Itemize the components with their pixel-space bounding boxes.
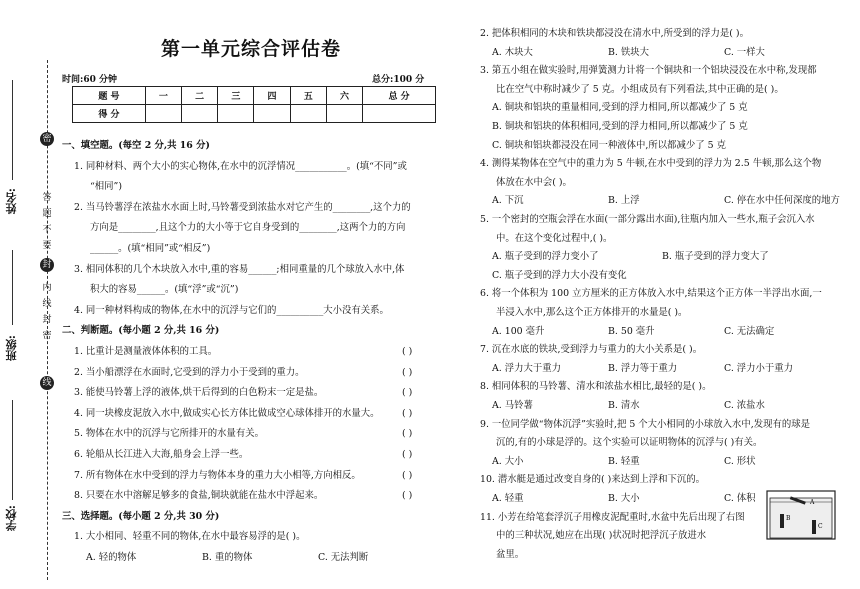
option-b: B. 清水 bbox=[608, 400, 640, 411]
figure-label-b: B bbox=[786, 515, 791, 522]
figure-label-a: A bbox=[810, 499, 815, 506]
line-text: 3. 能使马铃薯上浮的液体,烘干后得到的白色粉末一定是盐。 bbox=[74, 387, 324, 399]
line-text: A. 马铃薯 bbox=[492, 400, 533, 411]
line-text: 积大的容易______。(填“浮”或“沉”) bbox=[90, 284, 239, 296]
question-line bbox=[74, 161, 407, 173]
question-line bbox=[492, 121, 748, 133]
question-line bbox=[480, 214, 815, 226]
line-text: 方向是________,且这个力的大小等于它自身受到的________,这两个力的方向 bbox=[90, 222, 406, 234]
option-b: B. 铁块大 bbox=[608, 46, 649, 58]
line-text: A. 轻重 bbox=[492, 493, 524, 504]
line-text: 7. 所有物体在水中受到的浮力与物体本身的重力大小相等,方向相反。 bbox=[74, 469, 361, 481]
total-score: 总分:100 分 bbox=[372, 75, 425, 85]
question-line bbox=[496, 233, 612, 245]
line-text: 3. 相同体积的几个木块放入水中,重的容易______;相同重量的几个球放入水中,体 bbox=[74, 263, 405, 275]
question-line bbox=[74, 387, 323, 399]
line-text: A. 轻的物体 bbox=[86, 552, 137, 563]
section-heading bbox=[62, 511, 219, 523]
question-line bbox=[90, 284, 238, 296]
question-line bbox=[492, 400, 533, 412]
question-line bbox=[90, 243, 210, 255]
score-input-cell[interactable] bbox=[290, 105, 326, 123]
line-text: B. 铜块和铝块的体积相同,受到的浮力相同,所以都减少了 5 克 bbox=[492, 121, 748, 132]
line-text: A. 100 毫升 bbox=[492, 325, 545, 337]
score-input-cell[interactable] bbox=[254, 105, 290, 123]
section-heading bbox=[62, 325, 219, 337]
score-cell: 三 bbox=[218, 87, 254, 105]
score-input-cell[interactable] bbox=[145, 105, 181, 123]
class-line bbox=[12, 250, 13, 325]
question-line bbox=[492, 47, 533, 59]
line-text: 体放在水中会( )。 bbox=[496, 176, 572, 188]
warn-2: 题 bbox=[42, 209, 52, 219]
question-line bbox=[86, 552, 136, 564]
question-line bbox=[496, 177, 572, 189]
answer-parenthesis[interactable]: ( ) bbox=[402, 366, 413, 378]
line-text: 2. 当小船漂浮在水面时,它受到的浮力小于受到的重力。 bbox=[74, 366, 305, 378]
question-line bbox=[492, 140, 726, 152]
question-line bbox=[74, 470, 361, 482]
line-text: 4. 同一种材料构成的物体,在水中的沉浮与它们的__________大小没有关系。 bbox=[74, 304, 389, 316]
option-c: C. 无法判断 bbox=[318, 552, 369, 563]
question-line bbox=[74, 367, 305, 379]
option-b2: B. 瓶子受到的浮力变大了 bbox=[662, 251, 769, 263]
line-text: 4. 同一块橡皮泥放入水中,做成实心长方体比做成空心球体排开的水量大。 bbox=[74, 407, 380, 419]
warn-8: 密 bbox=[42, 331, 52, 341]
question-line bbox=[480, 28, 749, 40]
score-cell: 一 bbox=[145, 87, 181, 105]
score-input-cell[interactable] bbox=[218, 105, 254, 123]
option-b: B. 重的物体 bbox=[202, 552, 253, 563]
question-line bbox=[492, 363, 561, 375]
option-b: B. 轻重 bbox=[608, 455, 640, 467]
question-line bbox=[492, 493, 523, 505]
answer-parenthesis[interactable]: ( ) bbox=[402, 490, 413, 502]
line-text: 11. 小芳在给笔套浮沉子用橡皮泥配重时,水盆中先后出现了右图 bbox=[480, 511, 745, 523]
warn-3: 不 bbox=[42, 225, 52, 235]
question-line bbox=[480, 512, 745, 524]
line-text: 2. 把体积相同的木块和铁块都浸没在清水中,所受到的浮力是( )。 bbox=[480, 28, 749, 39]
diver-b bbox=[780, 514, 784, 528]
float-diver-figure bbox=[766, 490, 836, 540]
line-text: 8. 只要在水中溶解足够多的食盐,铜块就能在盐水中浮起来。 bbox=[74, 490, 324, 502]
warn-1: 答 bbox=[42, 193, 52, 203]
warn-7: 封 bbox=[42, 315, 52, 325]
line-text: 一、填空题。(每空 2 分,共 16 分) bbox=[62, 140, 210, 151]
score-cell: 四 bbox=[254, 87, 290, 105]
option-b: B. 大小 bbox=[608, 493, 640, 504]
question-line bbox=[492, 195, 523, 207]
water-basin bbox=[770, 498, 832, 538]
line-text: 二、判断题。(每小题 2 分,共 16 分) bbox=[62, 325, 220, 337]
option-c: C. 形状 bbox=[724, 455, 756, 467]
line-text: 1. 比重计是测量液体体积的工具。 bbox=[74, 346, 218, 357]
question-line bbox=[492, 326, 544, 338]
line-text: 沉的,有的小球是浮的。这个实验可以证明物体的沉浮与( )有关。 bbox=[496, 437, 763, 449]
question-line bbox=[492, 102, 748, 114]
question-line bbox=[480, 474, 705, 486]
line-text: A. 瓶子受到的浮力变小了 bbox=[492, 251, 599, 263]
line-text: 中。在这个变化过程中,( )。 bbox=[496, 232, 613, 244]
line-text: 5. 物体在水中的沉浮与它所排开的水量有关。 bbox=[74, 428, 265, 440]
question-line bbox=[74, 449, 248, 461]
binding-margin bbox=[0, 0, 62, 589]
question-line bbox=[496, 437, 762, 449]
answer-parenthesis[interactable]: ( ) bbox=[402, 387, 413, 399]
line-text: 3. 第五小组在做实验时,用弹簧测力计将一个铜块和一个铝块浸没在水中称,发现都 bbox=[480, 65, 817, 77]
seal-mark-mid: 封 bbox=[40, 258, 54, 272]
answer-parenthesis[interactable]: ( ) bbox=[402, 407, 413, 419]
option-c: C. 无法确定 bbox=[724, 325, 775, 337]
warn-6: 线 bbox=[42, 299, 52, 309]
score-input-cell[interactable] bbox=[326, 105, 362, 123]
line-text: A. 大小 bbox=[492, 455, 524, 467]
score-cell: 总 分 bbox=[363, 87, 436, 105]
question-line bbox=[74, 202, 411, 214]
option-c: C. 体积 bbox=[724, 493, 756, 504]
question-line bbox=[492, 456, 523, 468]
question-line bbox=[496, 549, 524, 561]
seal-mark-bottom: 线 bbox=[40, 376, 54, 390]
line-text: A. 浮力大于重力 bbox=[492, 362, 561, 374]
answer-parenthesis[interactable]: ( ) bbox=[402, 428, 413, 440]
time-limit: 时间:60 分钟 bbox=[62, 75, 117, 85]
diver-c bbox=[812, 520, 816, 534]
line-text: 三、选择题。(每小题 2 分,共 30 分) bbox=[62, 510, 220, 522]
question-line bbox=[480, 419, 810, 431]
score-cell: 六 bbox=[326, 87, 362, 105]
warn-4: 要 bbox=[42, 241, 52, 251]
line-text: 5. 一个密封的空瓶会浮在水面(一部分露出水面),往瓶内加入一些水,瓶子会沉入水 bbox=[480, 214, 815, 225]
question-line bbox=[496, 307, 687, 319]
line-text: 9. 一位同学做“物体沉浮”实验时,把 5 个大小相同的小球放入水中,发现有的球是 bbox=[480, 418, 811, 430]
name-label: 姓名: bbox=[5, 188, 18, 215]
line-text: 6. 将一个体积为 100 立方厘米的正方体放入水中,结果这个正方体一半浮出水面,一 bbox=[480, 288, 822, 300]
question-line bbox=[90, 181, 122, 193]
section-heading bbox=[62, 140, 210, 152]
question-line bbox=[480, 344, 702, 356]
option-b: B. 上浮 bbox=[608, 195, 640, 207]
question-line bbox=[74, 346, 217, 358]
figure-label-c: C bbox=[818, 523, 823, 530]
line-text: 7. 沉在水底的铁块,受到浮力与重力的大小关系是( )。 bbox=[480, 344, 703, 356]
line-text: 半浸入水中,那么这个正方体排开的水量是( )。 bbox=[496, 307, 688, 318]
line-text: 盆里。 bbox=[496, 548, 525, 560]
class-label: 班级: bbox=[5, 335, 18, 362]
question-line bbox=[480, 288, 822, 300]
option-c: C. 停在水中任何深度的地方 bbox=[724, 195, 840, 207]
score-input-cell[interactable] bbox=[182, 105, 218, 123]
line-text: ______。(填“相同”或“相反”) bbox=[90, 243, 211, 254]
question-line bbox=[480, 381, 711, 393]
line-text: 8. 相同体积的马铃薯、清水和浓盐水相比,最轻的是( )。 bbox=[480, 381, 712, 393]
score-cell: 五 bbox=[290, 87, 326, 105]
line-text: 2. 当马铃薯浮在浓盐水水面上时,马铃薯受到浓盐水对它产生的________,这个力的 bbox=[74, 201, 411, 213]
line-text: A. 下沉 bbox=[492, 195, 524, 207]
line-text: 10. 潜水艇是通过改变自身的( )来达到上浮和下沉的。 bbox=[480, 474, 706, 486]
question-line bbox=[90, 222, 405, 234]
question-line bbox=[492, 251, 598, 263]
question-line bbox=[480, 158, 821, 170]
line-text: 中的三种状况,她应在出现( )状况时把浮沉子放进水 bbox=[496, 530, 707, 542]
question-line bbox=[496, 84, 784, 96]
line-text: 4. 测得某物体在空气中的重力为 5 牛顿,在水中受到的浮力为 2.5 牛顿,那么这个物 bbox=[480, 158, 822, 170]
question-line bbox=[492, 270, 627, 282]
answer-parenthesis[interactable]: ( ) bbox=[402, 449, 413, 460]
line-text: C. 铜块和铝块都浸没在同一种液体中,所以都减少了 5 克 bbox=[492, 139, 726, 151]
answer-parenthesis[interactable]: ( ) bbox=[402, 346, 413, 357]
score-cell: 二 bbox=[182, 87, 218, 105]
question-line bbox=[74, 428, 264, 440]
school-label: 学校: bbox=[5, 505, 18, 532]
seal-mark-top: 密 bbox=[40, 132, 54, 146]
line-text: 1. 同种材料、两个大小的实心物体,在水中的沉浮情况___________。(填“不同”或 bbox=[74, 160, 407, 172]
score-cell: 题 号 bbox=[73, 87, 146, 105]
question-line bbox=[74, 408, 380, 420]
line-text: 1. 大小相同、轻重不同的物体,在水中最容易浮的是( )。 bbox=[74, 531, 306, 543]
line-text: 比在空气中称时减少了 5 克。小组成员有下列看法,其中正确的是( )。 bbox=[496, 83, 784, 95]
line-text: 6. 轮船从长江进入大海,船身会上浮一些。 bbox=[74, 449, 249, 460]
question-line bbox=[480, 65, 817, 77]
line-text: “相同”) bbox=[90, 181, 122, 193]
warn-5: 内 bbox=[42, 283, 52, 293]
score-table bbox=[72, 86, 436, 123]
answer-parenthesis[interactable]: ( ) bbox=[402, 469, 413, 481]
question-line bbox=[74, 531, 305, 543]
question-line bbox=[74, 264, 404, 276]
question-line bbox=[496, 530, 706, 542]
option-c: C. 浓盐水 bbox=[724, 400, 765, 411]
score-table-header-row bbox=[73, 87, 436, 105]
score-table-score-row bbox=[73, 105, 436, 123]
option-c: C. 浮力小于重力 bbox=[724, 362, 794, 374]
exam-title: 第一单元综合评估卷 bbox=[160, 38, 341, 60]
line-text: A. 木块大 bbox=[492, 46, 533, 58]
score-cell: 得 分 bbox=[73, 105, 146, 123]
option-b: B. 50 毫升 bbox=[608, 325, 655, 337]
name-line bbox=[12, 80, 13, 180]
question-line bbox=[74, 490, 323, 502]
score-input-cell[interactable] bbox=[363, 105, 436, 123]
option-b: B. 浮力等于重力 bbox=[608, 362, 678, 374]
line-text: C. 瓶子受到的浮力大小没有变化 bbox=[492, 269, 627, 281]
option-c: C. 一样大 bbox=[724, 46, 765, 58]
school-line bbox=[12, 400, 13, 500]
question-line bbox=[74, 305, 389, 317]
line-text: A. 铜块和铝块的重量相同,受到的浮力相同,所以都减少了 5 克 bbox=[492, 102, 748, 114]
